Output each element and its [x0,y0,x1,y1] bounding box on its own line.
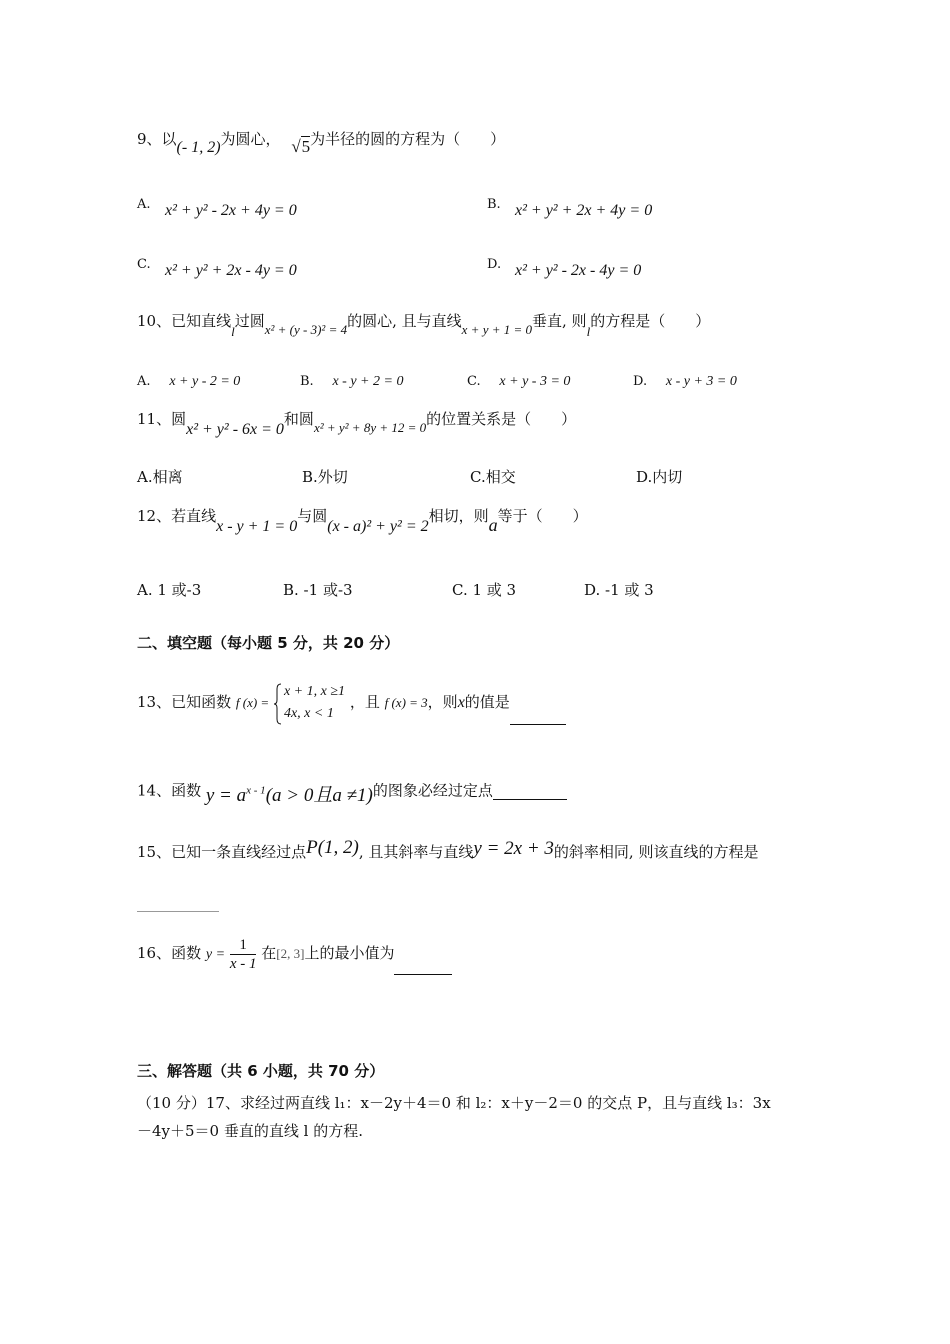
q12-a: a [488,515,498,535]
section-3-title: 三、解答题（共 6 小题，共 70 分） [137,1062,385,1080]
q9-option-a-expr: x² + y² - 2x + 4y = 0 [165,202,297,219]
q9-option-a: A. [137,197,151,212]
q11-circle-2: x² + y² + 8y + 12 = 0 [313,420,427,435]
q15-line: y = 2x + 3 [473,838,554,859]
q14-answer-blank[interactable] [493,785,567,800]
q13-answer-blank[interactable] [510,710,566,725]
q16-interval: [2, 3] [276,946,305,961]
q13-f: f (x) = [235,695,270,710]
q12-line: x - y + 1 = 0 [216,518,298,535]
section-2-title: 二、填空题（每小题 5 分，共 20 分） [137,634,400,652]
q12-stem: 12、若直线x - y + 1 = 0与圆(x - a)² + y² = 2相切，则a等于（ ） [137,507,588,535]
q11-option-c: C.相交 [470,468,516,486]
q14-stem: 14、函数 $y = a^{x - 1}(a > 0$且a ≠1)的图象必经过定点 [137,775,567,800]
q14-expression: $y = a^{x - 1}(a > 0$且a ≠1) [205,785,373,807]
q10-line: x + y + 1 = 0 [461,322,533,337]
q9-option-b-expr: x² + y² + 2x + 4y = 0 [515,202,653,219]
q9-center: (- 1, 2) [176,139,221,156]
q9-mid: 为圆心， [220,130,281,148]
q13-piecewise [274,681,345,725]
q12-option-a: A. 1 或-3 [137,581,202,599]
q10-stem: 10、已知直线l过圆x² + (y - 3)² = 4的圆心, 且与直线x + y + 1 = 0垂直, 则l的方程是（ ） [137,312,711,339]
q13-case-1: x + 1, x ≥1 [283,684,346,699]
q9-option-d: D. [487,257,502,272]
q16-answer-blank[interactable] [394,960,452,975]
q9-option-c-expr: x² + y² + 2x - 4y = 0 [165,262,297,279]
q12-option-c: C. 1 或 3 [452,581,517,599]
q13-stem: 13、已知函数 f (x) = x + 1, x ≥1 4x, x < 1 ，且 f (x) = 3，则x的值是 [137,680,566,730]
q13-condition: f (x) = 3 [384,695,428,710]
q15-stem: 15、已知一条直线经过点P(1, 2), 且其斜率与直线y = 2x + 3的斜率相同, 则该直线的方程是 [137,837,759,861]
q10-option-d: D. x - y + 3 = 0 [633,374,737,389]
q11-option-d: D.内切 [636,468,683,486]
q11-circle-1: x² + y² - 6x = 0 [186,421,284,438]
q9-option-c: C. [137,257,151,272]
q10-l: l [231,324,235,339]
q12-option-b: B. -1 或-3 [283,581,353,599]
q12-option-d: D. -1 或 3 [584,581,654,599]
q10-circle: x² + (y - 3)² = 4 [264,322,348,337]
q9-option-d-expr: x² + y² - 2x - 4y = 0 [515,262,642,279]
q11-option-b: B.外切 [302,468,348,486]
q16-stem: 16、函数 y = $\frac{1}{x - 1}$ 在[2, 3]上的最小值为 [137,933,452,977]
q16-fraction: $\frac{1}{x - 1}$ [229,936,257,972]
q17-line-1: （10 分）17、求经过两直线 l₁：x－2y＋4＝0 和 l₂：x＋y－2＝0 的交点 P，且与直线 l₃：3x [137,1094,771,1112]
q10-option-a: A. x + y - 2 = 0 [137,374,241,389]
q9-prefix: 9、以 [137,130,177,148]
q10-option-c: C. x + y - 3 = 0 [467,374,571,389]
q9-stem [137,129,506,156]
brace-icon [274,683,282,725]
q17-line-2: －4y＋5＝0 垂直的直线 l 的方程. [137,1122,363,1140]
q9-radius-sqrt: √5 [291,137,311,156]
q13-case-2: 4x, x < 1 [283,706,334,721]
q9-suffix: 为半径的圆的方程为（ ） [310,130,506,148]
q9-option-b: B. [487,197,501,212]
q11-option-a: A.相离 [137,468,183,486]
q10-option-b: B. x - y + 2 = 0 [300,374,404,389]
q12-circle: (x - a)² + y² = 2 [327,518,429,535]
q15-point: P(1, 2) [306,837,359,858]
q15-answer-blank[interactable] [137,911,219,912]
q11-stem: 11、圆x² + y² - 6x = 0和圆x² + y² + 8y + 12 = 0的位置关系是（ ） [137,410,577,438]
